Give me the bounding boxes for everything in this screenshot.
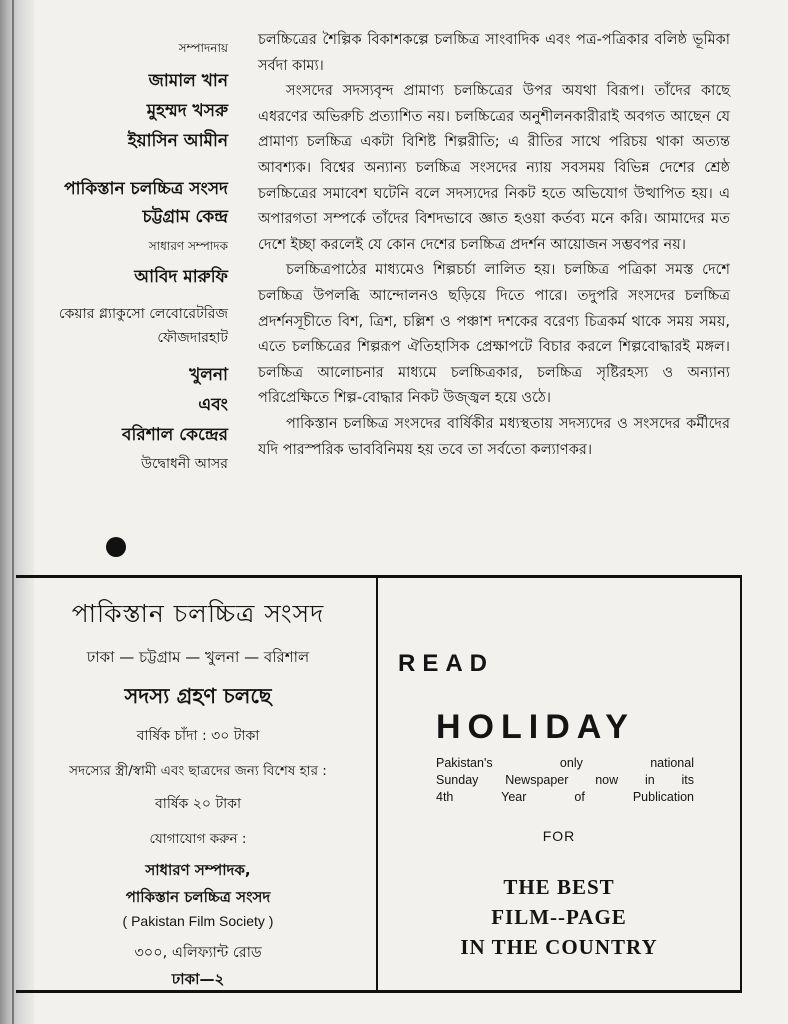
- editor-name-1: জামাল খান: [148, 71, 228, 91]
- and-label: এবং: [198, 395, 228, 415]
- ad-cities: ঢাকা — চট্টগ্রাম — খুলনা — বরিশাল: [86, 648, 310, 666]
- editorial-label: সম্পাদনায়: [178, 41, 228, 55]
- editor-name-2: মুহম্মদ খসরু: [146, 101, 228, 121]
- ad-membership-heading: সদস্য গ্রহণ চলছে: [124, 684, 272, 708]
- holiday-ad: [378, 580, 740, 990]
- ad-society: পাকিস্তান চলচ্চিত্র সংসদ: [125, 888, 271, 906]
- gen-secy-label: সাধারণ সম্পাদক: [148, 239, 228, 253]
- ad-top-rule: [16, 575, 742, 578]
- membership-ad: [18, 580, 378, 990]
- gen-secy-name: আবিদ মারুফি: [134, 267, 228, 287]
- ad-society-title: পাকিস্তান চলচ্চিত্র সংসদ: [71, 599, 325, 628]
- ad-for-label: FOR: [542, 828, 576, 844]
- address-line-1: কেয়ার গ্ল্যাকুসো লেবোরেটরিজ: [58, 306, 228, 322]
- ad-special-rate: সদস্যের স্ত্রী/স্বামী এবং ছাত্রদের জন্য বিশেষ হার :: [69, 763, 327, 779]
- ad-gen-secy: সাধারণ সম্পাদক,: [145, 861, 251, 879]
- khulna-label: খুলনা: [189, 365, 228, 385]
- ad-society-english: ( Pakistan Film Society ): [122, 913, 274, 929]
- article-paragraph: চলচ্চিত্রপাঠের মাধ্যমেও শিল্পচর্চা লালিত হয়। চলচ্চিত্র পত্রিকা সমস্ত দেশে চলচ্চিত্র উপলব্ধি আন্দোলনও ছড়িয়ে দিতে পারে। তদুপরি সংসদের চলচ্চিত্র প্রদর্শনসূচীতে বিশ, ত্রিশ, চল্লিশ ও পঞ্চাশ দশকের বরেণ্য চিত্রকর্ম থাকে সময় সময়, এতে চলচ্চিত্রের শিল্পরূপ ঐতিহাসিক প্রেক্ষাপটে বিচার করলে শিল্পবোদ্ধারই মঙ্গল। চলচ্চিত্র আলোচনার মাধ্যমে চলচ্চিত্রকার, চলচ্চিত্র সৃষ্টিরহস্য ও অন্যান্য পরিপ্রেক্ষিতে শিল্প-বোদ্ধার নিকট উজ্জ্বল হয়ে ওঠে।: [258, 262, 730, 407]
- ad-best-film-page: [378, 872, 740, 962]
- article-paragraph: চলচ্চিত্রের শৈল্পিক বিকাশকল্পে চলচ্চিত্র সাংবাদিক এবং পত্র-পত্রিকার বলিষ্ঠ ভূমিকা সর্বদা কাম্য।: [258, 32, 730, 74]
- branch-name: চট্টগ্রাম কেন্দ্র: [142, 207, 228, 227]
- ad-contact-label: যোগাযোগ করুন :: [149, 831, 247, 847]
- ad-best-line: THE BEST: [503, 875, 615, 899]
- society-name: পাকিস্তান চলচ্চিত্র সংসদ: [64, 179, 228, 199]
- bullet-dot: [106, 537, 126, 557]
- inauguration-label: উদ্বোধনী আসর: [141, 456, 228, 472]
- article-paragraph: পাকিস্তান চলচ্চিত্র সংসদের বার্ষিকীর মধ্যস্থতায় সদস্যদের ও সংসদের কর্মীদের যদি পারস্পরিক ভাববিনিময় হয় তবে তা সর্বতো কল্যাণকর।: [258, 415, 730, 458]
- ad-desc-line: Sunday Newspaper now in its: [436, 773, 694, 787]
- binding-edge-line: [12, 0, 14, 1024]
- ad-best-line: FILM--PAGE: [491, 905, 627, 929]
- ad-holiday-title: HOLIDAY: [436, 708, 635, 746]
- editor-name-3: ইয়াসিন আমীন: [127, 131, 228, 151]
- address-line-2: ফৌজদারহাট: [157, 330, 228, 346]
- ad-read-label: READ: [398, 650, 495, 677]
- ad-desc-line: Pakistan's only national: [436, 756, 694, 770]
- ad-right-rule: [740, 578, 742, 992]
- ad-address: ৩০০, এলিফ্যান্ট রোড: [134, 945, 262, 961]
- ad-best-line: IN THE COUNTRY: [460, 935, 658, 959]
- ad-annual-fee: বার্ষিক চাঁদা : ৩০ টাকা: [136, 728, 260, 744]
- ad-holiday-description: [436, 755, 694, 806]
- article-body: [258, 28, 730, 463]
- barisal-label: বরিশাল কেন্দ্রের: [122, 425, 228, 445]
- ad-annual-fee-2: বার্ষিক ২০ টাকা: [154, 796, 242, 812]
- ad-desc-line: 4th Year of Publication: [436, 790, 694, 804]
- article-paragraph: সংসদের সদস্যবৃন্দ প্রামাণ্য চলচ্চিত্রের উপর অযথা বিরূপ। তাঁদের কাছে এধরণের অভিরুচি প্রত্যাশিত নয়। চলচ্চিত্রের অনুশীলনকারীরাই অবগত আছেন যে প্রামাণ্য চলচ্চিত্র একটা বিশিষ্ট শিল্পরীতি; এ রীতির সাথে পরিচয় থাকা অত্যন্ত আবশ্যক। বিশ্বের অন্যান্য চলচ্চিত্র সংসদের ন্যায় সবসময় বিভিন্ন দেশের শ্রেষ্ঠ চলচ্চিত্রের সমাবেশ ঘটেনি বলে সদস্যদের নিকট হতে অভিযোগ উত্থাপিত হয়। এ অপারগতা সম্পর্কে তাঁদের বিশদভাবে জ্ঞাত হওয়া কর্তব্য মনে করি। আমাদের মত দেশে ইচ্ছা করলেই যে কোন দেশের চলচ্চিত্র প্রদর্শন আয়োজন সম্ভবপর নয়।: [258, 83, 730, 253]
- ad-city: ঢাকা—২: [171, 970, 225, 988]
